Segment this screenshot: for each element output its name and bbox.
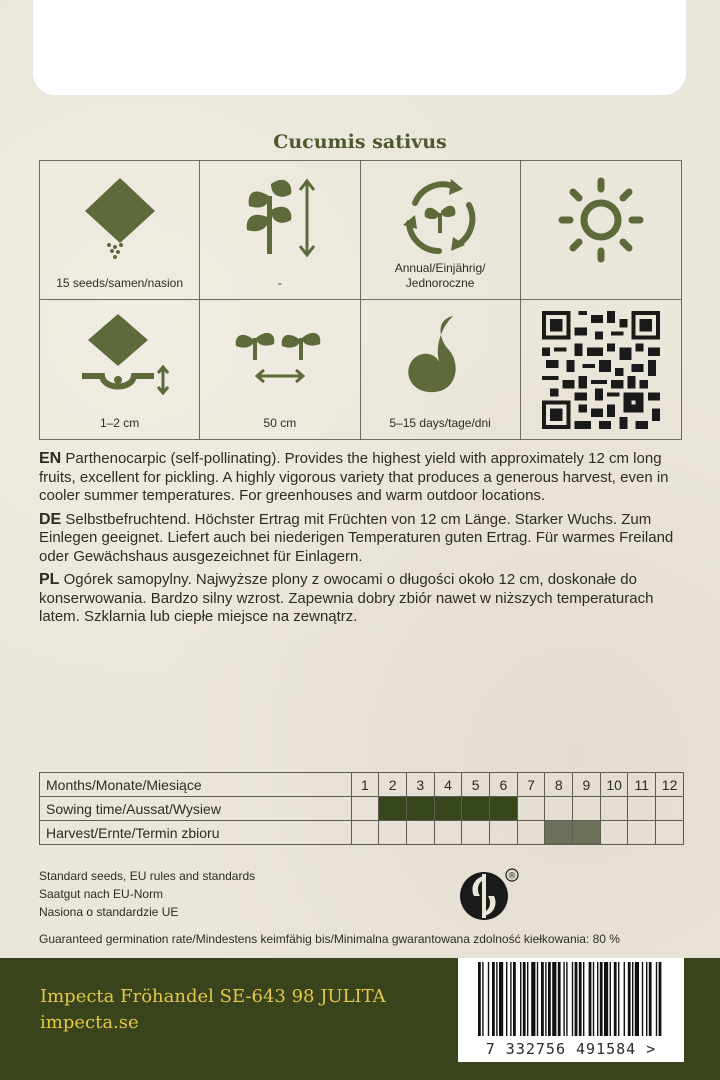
month-10: 10 <box>600 773 628 797</box>
harvest-cell-3 <box>406 821 434 845</box>
website-link[interactable]: impecta.se <box>40 1012 139 1033</box>
harvest-cell-2 <box>379 821 407 845</box>
standards-line-3: Nasiona o standardzie UE <box>39 905 179 919</box>
barcode-bar <box>572 962 573 1036</box>
barcode-bar <box>575 962 578 1036</box>
barcode-bar <box>523 962 526 1036</box>
standards-text <box>39 867 255 921</box>
harvest-cell-5 <box>462 821 490 845</box>
harvest-cell-6 <box>490 821 518 845</box>
sowing-cell-7 <box>517 797 545 821</box>
lifecycle-caption-line1: Annual/Einjährig/ <box>394 261 486 275</box>
month-8: 8 <box>545 773 573 797</box>
lifecycle-cell <box>361 161 521 300</box>
sowing-cell-3 <box>406 797 434 821</box>
month-2: 2 <box>379 773 407 797</box>
barcode-bar <box>600 962 603 1036</box>
sowing-cell-10 <box>600 797 628 821</box>
harvest-label: Harvest/Ernte/Termin zbioru <box>40 821 352 845</box>
sowing-cell-11 <box>628 797 656 821</box>
height-cell <box>200 161 360 300</box>
barcode-bar <box>537 962 538 1036</box>
barcode-bar <box>541 962 544 1036</box>
sowing-cell-4 <box>434 797 462 821</box>
company-address: Impecta Fröhandel SE-643 98 JULITA <box>40 986 386 1007</box>
plant-spacing-icon <box>230 318 330 408</box>
barcode-bar <box>558 962 561 1036</box>
harvest-cell-1 <box>351 821 379 845</box>
barcode-bar <box>563 962 564 1036</box>
barcode-bar <box>527 962 528 1036</box>
description-en-text: Parthenocarpic (self-pollinating). Provides the highest yield with approximately 12 cm long fruits, excellent for pickling. A highly vigorous variety that produces a generous harvest, even in cooler summer temperatures. For greenhouses and warm outdoor locations. <box>39 450 669 504</box>
harvest-cell-9 <box>573 821 601 845</box>
barcode-bar <box>583 962 584 1036</box>
barcode-bar <box>642 962 643 1036</box>
month-3: 3 <box>406 773 434 797</box>
depth-cell <box>40 300 200 439</box>
month-5: 5 <box>462 773 490 797</box>
sowing-calendar <box>39 772 684 845</box>
barcode-bar <box>510 962 511 1036</box>
months-row <box>40 773 684 797</box>
sowing-cell-9 <box>573 797 601 821</box>
harvest-cell-12 <box>656 821 684 845</box>
lifecycle-caption <box>361 261 520 291</box>
barcode-digits: 7 332756 491584 > <box>485 1040 657 1058</box>
harvest-cell-11 <box>628 821 656 845</box>
barcode-bar <box>545 962 546 1036</box>
barcode-bar <box>624 962 625 1036</box>
germination-icon <box>395 310 485 400</box>
spacing-caption: 50 cm <box>263 416 297 430</box>
lang-code-en: EN <box>39 450 62 467</box>
registered-mark: ® <box>507 871 517 882</box>
barcode-bar <box>548 962 551 1036</box>
barcode-bar <box>589 962 592 1036</box>
seeds-caption: 15 seeds/samen/nasion <box>56 276 183 290</box>
barcode-bar <box>499 962 503 1036</box>
barcode-bar <box>614 962 617 1036</box>
harvest-cell-7 <box>517 821 545 845</box>
barcode <box>458 958 684 1062</box>
month-4: 4 <box>434 773 462 797</box>
lifecycle-caption-line2: Jednoroczne <box>405 276 475 290</box>
barcode-bar <box>593 962 594 1036</box>
sowing-cell-5 <box>462 797 490 821</box>
sowing-label: Sowing time/Aussat/Wysiew <box>40 797 352 821</box>
barcode-bar <box>610 962 611 1036</box>
seeds-cell <box>40 161 200 300</box>
sowing-depth-icon <box>70 310 170 400</box>
depth-caption: 1–2 cm <box>99 416 140 430</box>
barcode-bar <box>552 962 556 1036</box>
standards-line-1: Standard seeds, EU rules and standards <box>39 869 256 883</box>
qr-code[interactable] <box>542 311 660 429</box>
harvest-cell-4 <box>434 821 462 845</box>
germination-cell <box>361 300 521 439</box>
green-dot-recycle-icon <box>456 866 524 922</box>
barcode-bar <box>656 962 657 1036</box>
sowing-row <box>40 797 684 821</box>
sowing-cell-2 <box>379 797 407 821</box>
barcode-bar <box>531 962 535 1036</box>
barcode-bars <box>476 962 666 1036</box>
barcode-bar <box>492 962 495 1036</box>
barcode-bar <box>628 962 631 1036</box>
barcode-bar <box>506 962 507 1036</box>
months-label: Months/Monate/Miesiące <box>40 773 352 797</box>
icon-grid <box>39 160 682 440</box>
barcode-bar <box>520 962 521 1036</box>
barcode-bar <box>618 962 619 1036</box>
barcode-bar <box>488 962 489 1036</box>
barcode-bar <box>482 962 483 1036</box>
barcode-bar <box>659 962 662 1036</box>
description-en <box>39 450 684 506</box>
packet-window <box>33 0 686 95</box>
harvest-cell-8 <box>545 821 573 845</box>
barcode-bar <box>646 962 647 1036</box>
barcode-bar <box>566 962 567 1036</box>
month-6: 6 <box>490 773 518 797</box>
sowing-cell-1 <box>351 797 379 821</box>
barcode-bar <box>649 962 652 1036</box>
sowing-cell-12 <box>656 797 684 821</box>
height-caption: - <box>277 276 282 290</box>
month-9: 9 <box>573 773 601 797</box>
sun-icon <box>556 175 646 265</box>
barcode-bar <box>478 962 481 1036</box>
month-11: 11 <box>628 773 656 797</box>
description-de-text: Selbstbefruchtend. Höchster Ertrag mit Früchten von 12 cm Länge. Starker Wuchs. Zum Einlegen geeignet. Liefert auch bei niederigen Temperaturen guten Ertrag. Für warmes Freiland oder Gewächshaus ausgezeichnet für Einlagern. <box>39 510 674 565</box>
harvest-row <box>40 821 684 845</box>
description-pl <box>39 571 684 627</box>
plant-height-icon <box>235 176 325 266</box>
germination-rate: Guaranteed germination rate/Mindestens keimfähig bis/Minimalna gwarantowana zdolność kiełkowania: 80 % <box>39 932 620 946</box>
description-pl-text: Ogórek samopylny. Najwyższe plony z owocami o długości około 12 cm, doskonałe do konserwowania. Bardzo silny wzrost. Zapewnia dobry zbiór nawet w niższych temperaturach latem. Szklarnia lub ciepłe miejsce na zewnątrz. <box>39 571 654 625</box>
sowing-cell-6 <box>490 797 518 821</box>
lang-code-de: DE <box>39 510 62 528</box>
month-1: 1 <box>351 773 379 797</box>
barcode-bar <box>513 962 516 1036</box>
barcode-bar <box>604 962 608 1036</box>
barcode-bar <box>579 962 582 1036</box>
annual-cycle-icon <box>395 173 485 263</box>
description <box>39 450 684 632</box>
species-name: Cucumis sativus <box>273 131 447 153</box>
barcode-bar <box>632 962 633 1036</box>
lang-code-pl: PL <box>39 571 60 588</box>
month-12: 12 <box>656 773 684 797</box>
description-de <box>39 511 684 567</box>
barcode-bar <box>635 962 639 1036</box>
barcode-bar <box>496 962 497 1036</box>
harvest-cell-10 <box>600 821 628 845</box>
germination-caption: 5–15 days/tage/dni <box>389 416 491 430</box>
qr-cell <box>521 300 681 439</box>
spacing-cell <box>200 300 360 439</box>
barcode-bar <box>597 962 598 1036</box>
standards-line-2: Saatgut nach EU-Norm <box>39 887 164 901</box>
sun-cell <box>521 161 681 300</box>
sowing-cell-8 <box>545 797 573 821</box>
seed-packet-icon <box>75 173 165 263</box>
month-7: 7 <box>517 773 545 797</box>
